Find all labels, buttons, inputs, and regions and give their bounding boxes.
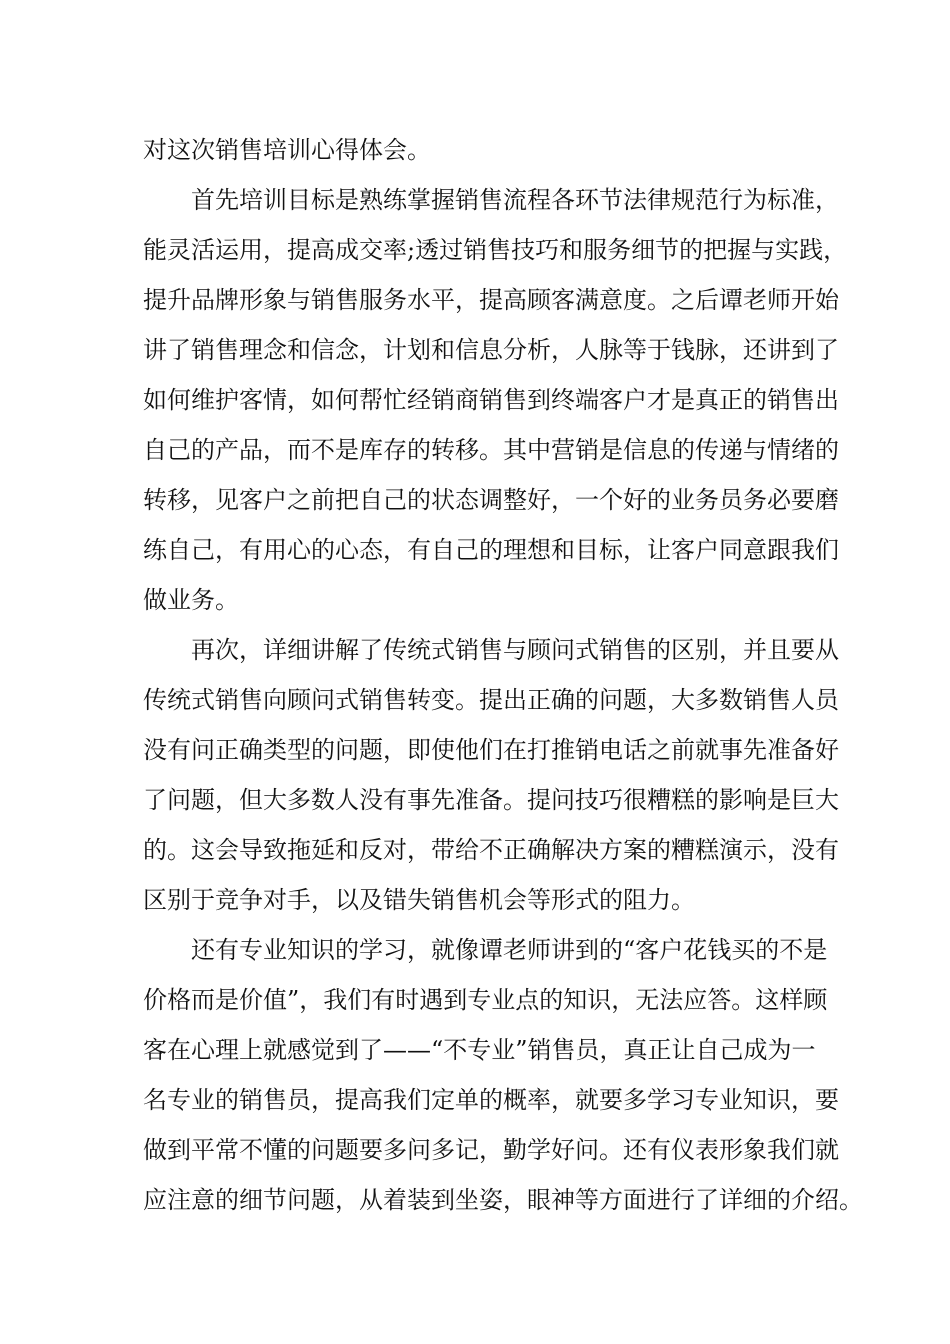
text-line: 做业务。: [143, 586, 239, 614]
text-line: 没有问正确类型的问题，即使他们在打推销电话之前就事先准备好: [143, 736, 839, 764]
text-line: 首先培训目标是熟练掌握销售流程各环节法律规范行为标准，: [143, 186, 839, 214]
text-line: 能灵活运用，提高成交率;透过销售技巧和服务细节的把握与实践，: [143, 236, 848, 264]
text-line: 再次，详细讲解了传统式销售与顾问式销售的区别，并且要从: [143, 636, 839, 664]
text-line: 名专业的销售员，提高我们定单的概率，就要多学习专业知识，要: [143, 1086, 839, 1114]
text-line: 应注意的细节问题，从着装到坐姿，眼神等方面进行了详细的介绍。: [143, 1186, 863, 1214]
text-line: 如何维护客情，如何帮忙经销商销售到终端客户才是真正的销售出: [143, 386, 839, 414]
text-line: 了问题，但大多数人没有事先准备。提问技巧很糟糕的影响是巨大: [143, 786, 839, 814]
text-line: 提升品牌形象与销售服务水平，提高顾客满意度。之后谭老师开始: [143, 286, 839, 314]
text-line: 价格而是价值”，我们有时遇到专业点的知识，无法应答。这样顾: [143, 986, 828, 1014]
text-line: 做到平常不懂的问题要多问多记，勤学好问。还有仪表形象我们就: [143, 1136, 839, 1164]
text-line: 自己的产品，而不是库存的转移。其中营销是信息的传递与情绪的: [143, 436, 839, 464]
text-line: 讲了销售理念和信念，计划和信息分析，人脉等于钱脉，还讲到了: [143, 336, 839, 364]
text-line: 转移，见客户之前把自己的状态调整好，一个好的业务员务必要磨: [143, 486, 839, 514]
text-line: 还有专业知识的学习，就像谭老师讲到的“客户花钱买的不是: [143, 936, 828, 964]
text-line: 客在心理上就感觉到了——“不专业”销售员，真正让自己成为一: [143, 1036, 816, 1064]
text-line: 练自己，有用心的心态，有自己的理想和目标，让客户同意跟我们: [143, 536, 839, 564]
text-line: 区别于竞争对手，以及错失销售机会等形式的阻力。: [143, 886, 695, 914]
text-line: 传统式销售向顾问式销售转变。提出正确的问题，大多数销售人员: [143, 686, 839, 714]
text-line: 对这次销售培训心得体会。: [143, 136, 431, 164]
text-line: 的。这会导致拖延和反对，带给不正确解决方案的糟糕演示，没有: [143, 836, 839, 864]
